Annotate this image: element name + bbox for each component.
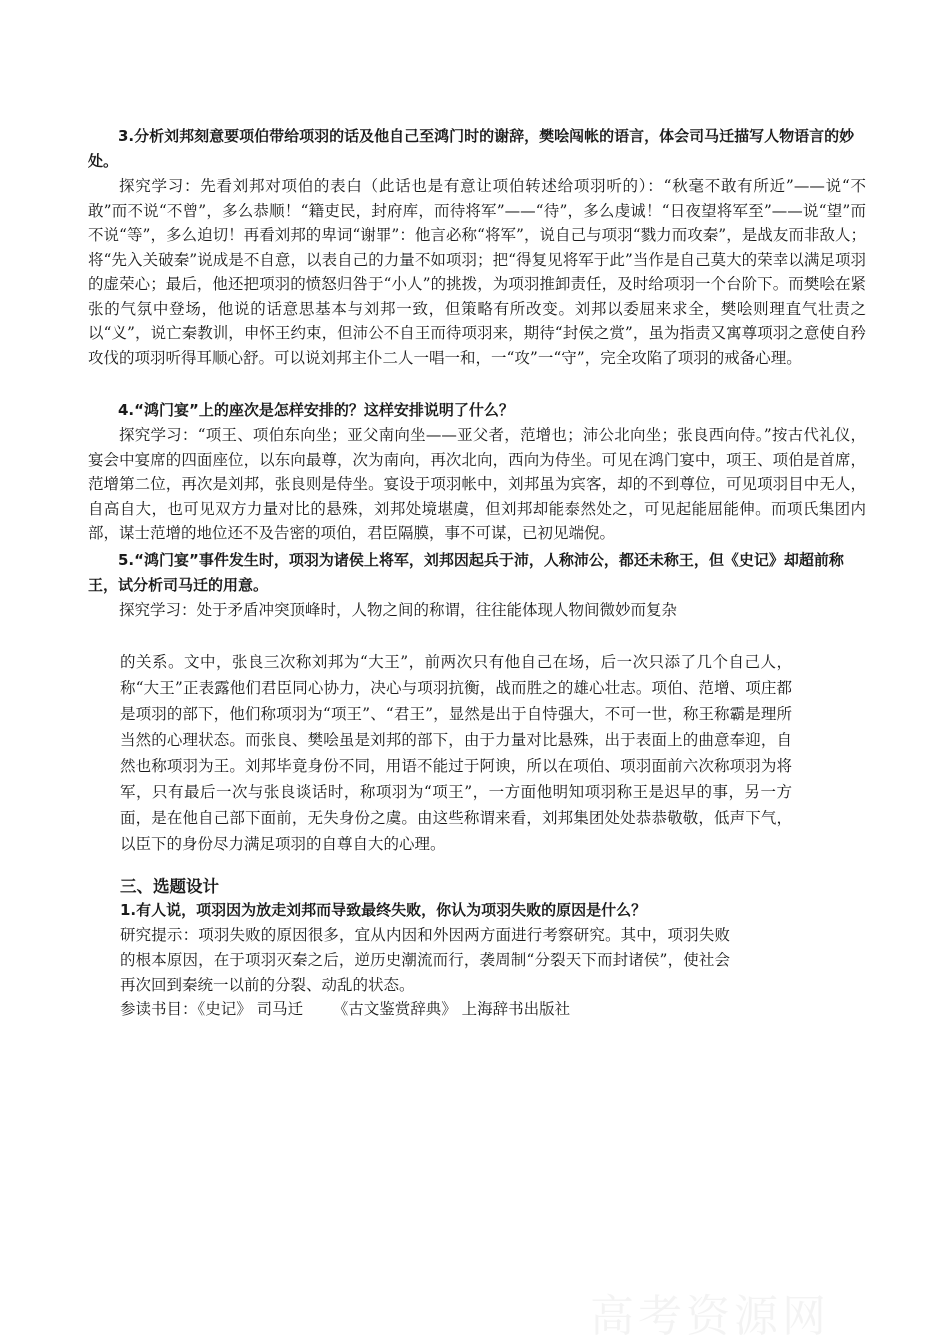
research-hint: 研究提示：项羽失败的原因很多，宜从内因和外因两方面进行考察研究。其中，项羽失败的根本原因，在于项羽灭秦之后，逆历史潮流而行，袭周制“分裂天下而封诸侯”，使社会再次回到秦统一以前的分裂、动乱的状态。	[120, 926, 730, 994]
question-5-answer-start: 探究学习：处于矛盾冲突顶峰时，人物之间的称谓，往往能体现人物间微妙而复杂	[119, 601, 678, 619]
question-4-answer: 探究学习：“项王、项伯东向坐；亚父南向坐——亚父者，范增也；沛公北向坐；张良西向侍。”按古代礼仪，宴会中宴席的四面座位，以东向最尊，次为南向，再次北向，西向为侍坐。可见在鸿门宴中，项王、项伯是首席，范增第二位，再次是刘邦，张良则是侍坐。宴设于项羽帐中，刘邦虽为宾客，却的不到尊位，可见项羽目中无人，自高自大，也可见双方力量对比的悬殊，刘邦处境堪虞，但刘邦却能泰然处之，可见起能屈能伸。而项氏集团内部，谋士范增的地位还不及告密的项伯，君臣隔膜，事不可谋，已初见端倪。	[88, 426, 866, 542]
section-3-question-1-title: 1.有人说，项羽因为放走刘邦而导致最终失败，你认为项羽失败的原因是什么？	[120, 901, 647, 919]
question-5	[88, 548, 866, 623]
question-4-title: 4.“鸿门宴”上的座次是怎样安排的？这样安排说明了什么？	[118, 401, 514, 419]
question-3	[88, 124, 866, 370]
question-3-answer: 探究学习：先看刘邦对项伯的表白（此话也是有意让项伯转述给项羽听的）：“秋毫不敢有所近”——说“不敢”而不说“不曾”，多么恭顺！“籍吏民，封府库，而待将军”——“待”，多么虔诚！“日夜望将军至”——说“望”而不说“等”，多么迫切！再看刘邦的卑词“谢罪”：他言必称“将军”，说自己与项羽“戮力而攻秦”，是战友而非敌人；将“先入关破秦”说成是不自意，以表自己的力量不如项羽；把“得复见将军于此”当作是自己莫大的荣幸以满足项羽的虚荣心；最后，他还把项羽的愤怒归咎于“小人”的挑拨，为项羽推卸责任，及时给项羽一个台阶下。而樊哙在紧张的气氛中登场，他说的话意思基本与刘邦一致，但策略有所改变。刘邦以委屈来求全，樊哙则理直气壮责之以“义”，说亡秦教训，申怀王约束，但沛公不自王而待项羽来，期待“封侯之赏”，虽为指责又寓尊项羽之意使自矜攻伐的项羽听得耳顺心舒。可以说刘邦主仆二人一唱一和，一“攻”一“守”，完全攻陷了项羽的戒备心理。	[88, 177, 866, 367]
question-5-answer-continued: 的关系。文中，张良三次称刘邦为“大王”，前两次只有他自己在场，后一次只添了几个自己人，称“大王”正表露他们君臣同心协力，决心与项羽抗衡，战而胜之的雄心壮志。项伯、范增、项庄都是项羽的部下，他们称项羽为“项王”、“君王”，显然是出于自恃强大，不可一世，称王称霸是理所当然的心理状态。而张良、樊哙虽是刘邦的部下，由于力量对比悬殊，出于表面上的曲意奉迎，自然也称项羽为王。刘邦毕竟身份不同，用语不能过于阿谀，所以在项伯、项羽面前六次称项羽为将军，只有最后一次与张良谈话时，称项羽为“项王”，一方面他明知项羽称王是迟早的事，另一方面，是在他自己部下面前，无失身份之虞。由这些称谓来看，刘邦集团处处恭恭敬敬，低声下气，以臣下的身份尽力满足项羽的自尊自大的心理。	[120, 653, 792, 853]
section-heading: 三、选题设计	[120, 877, 219, 896]
watermark: 高考资源网	[590, 1291, 830, 1342]
reference-books: 参读书目：《史记》 司马迁 《古文鉴赏辞典》 上海辞书出版社	[120, 1000, 571, 1018]
question-3-title: 3.分析刘邦刻意要项伯带给项羽的话及他自己至鸿门时的谢辞，樊哙闯帐的语言，体会司马迁描写人物语言的妙处。	[88, 127, 855, 170]
question-4	[88, 398, 866, 546]
section-3-question-1	[120, 898, 860, 923]
question-5-title: 5.“鸿门宴”事件发生时，项羽为诸侯上将军，刘邦因起兵于沛，人称沛公，都还未称王，但《史记》却超前称王，试分析司马迁的用意。	[88, 551, 844, 594]
